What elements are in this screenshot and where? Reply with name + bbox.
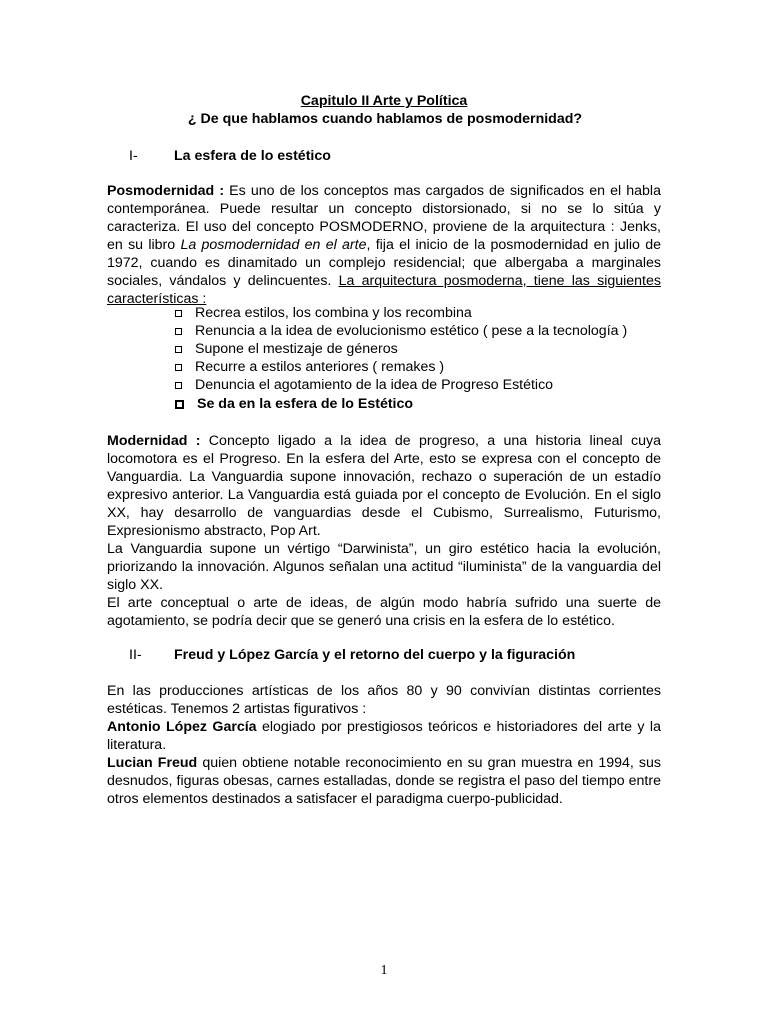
artist2-name: Lucian Freud (107, 755, 198, 771)
section1-heading: La esfera de lo estético (174, 148, 331, 164)
section1-numeral: I- (129, 148, 138, 164)
modernidad-section (107, 432, 661, 630)
posmodernidad-underlined: La arquitectura posmoderna, tiene las siguientes características : (107, 273, 661, 307)
arte-conceptual-paragraph: El arte conceptual o arte de ideas, de algún modo habría sufrido una suerte de agotamiento, se podría decir que se generó una crisis en la esfera de lo estético. (107, 595, 661, 629)
checkbox-square-icon (175, 328, 182, 335)
section2-numeral: II- (129, 647, 142, 663)
list-item-text: Recrea estilos, los combina y los recombina (195, 305, 472, 321)
checkbox-square-icon (175, 364, 182, 371)
book-title: La posmodernidad en el arte (180, 237, 367, 253)
checkbox-square-icon (175, 400, 184, 409)
list-item-text: Supone el mestizaje de géneros (195, 341, 398, 357)
artist1-name: Antonio López García (107, 719, 257, 735)
modernidad-paragraph (107, 432, 661, 540)
list-item-text: Se da en la esfera de lo Estético (197, 396, 414, 412)
posmodernidad-text-1: Es uno de los conceptos mas cargados de significados en el habla contemporánea. Puede resultar un concepto distorsionado, si no se lo sitúa y caracteriza. El uso del concepto POSMODERNO, proviene de la arquitectura : Jenks, en su libro (107, 183, 661, 253)
characteristics-list (172, 304, 672, 414)
checkbox-square-icon (175, 346, 182, 353)
list-item (172, 376, 672, 394)
section2-intro: En las producciones artísticas de los años 80 y 90 convivían distintas corrientes estéticas. Tenemos 2 artistas figurativos : (107, 683, 661, 717)
posmodernidad-paragraph (107, 182, 661, 308)
list-item (172, 358, 672, 376)
section2-heading: Freud y López García y el retorno del cuerpo y la figuración (174, 647, 576, 663)
list-item-text: Denuncia el agotamiento de la idea de Progreso Estético (195, 377, 554, 393)
chapter-subtitle: ¿ De que hablamos cuando hablamos de posmodernidad? (187, 111, 583, 127)
posmodernidad-text-2: , fija el inicio de la posmodernidad en julio de 1972, cuando es dinamitado un complejo residencial; que albergaba a marginales sociales, vándalos y delincuentes. (107, 237, 661, 289)
section2-body (107, 682, 661, 808)
artist2-text: quien obtiene notable reconocimiento en su gran muestra en 1994, sus desnudos, figuras obesas, carnes estalladas, donde se registra el paso del tiempo entre otros elementos destinados a satisfacer el paradigma cuerpo-publicidad. (107, 755, 661, 807)
artist1-text: elogiado por prestigiosos teóricos e historiadores del arte y la literatura. (107, 719, 661, 753)
list-item (172, 322, 672, 340)
checkbox-square-icon (175, 310, 182, 317)
list-item-text: Renuncia a la idea de evolucionismo estético ( pese a la tecnología ) (195, 323, 628, 339)
list-item (172, 340, 672, 358)
posmodernidad-term: Posmodernidad : (107, 183, 225, 199)
modernidad-text-1: Concepto ligado a la idea de progreso, a una historia lineal cuya locomotora es el Progreso. En la esfera del Arte, esto se expresa con el concepto de Vanguardia. La Vanguardia supone innovación, rechazo o superación de un estadío expresivo anterior. La Vanguardia está guiada por el concepto de Evolución. En el siglo XX, hay desarrollo de vanguardias desde el Cubismo, Surrealismo, Futurismo, Expresionismo abstracto, Pop Art. (107, 433, 661, 539)
chapter-title: Capitulo II Arte y Política (300, 93, 468, 109)
artist1-paragraph (107, 718, 661, 754)
checkbox-square-icon (175, 382, 182, 389)
list-item (172, 394, 672, 414)
vanguardia-paragraph: La Vanguardia supone un vértigo “Darwinista”, un giro estético hacia la evolución, priorizando la innovación. Algunos señalan una actitud “iluminista” de la vanguardia del siglo XX. (107, 541, 661, 593)
list-item (172, 304, 672, 322)
list-item-text: Recurre a estilos anteriores ( remakes ) (195, 359, 445, 375)
modernidad-term: Modernidad : (107, 433, 201, 449)
page-number: 1 (380, 963, 388, 978)
artist2-paragraph (107, 754, 661, 808)
